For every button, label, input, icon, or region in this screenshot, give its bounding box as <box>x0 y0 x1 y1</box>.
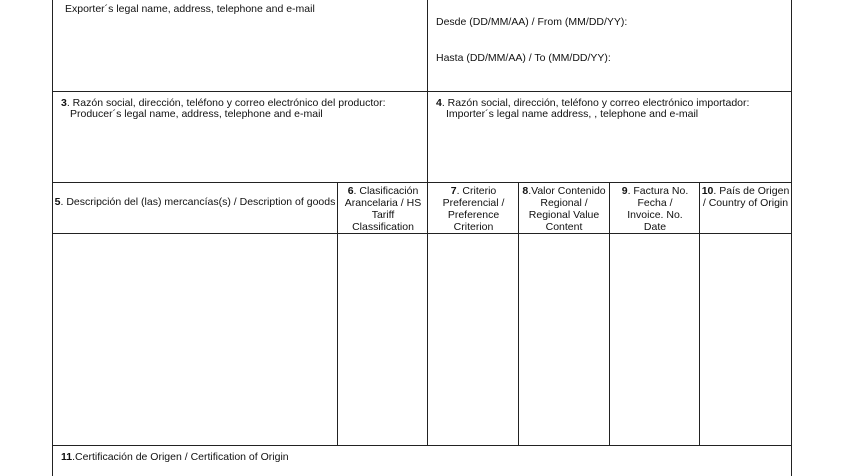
col-label-10: . País de Origen / Country of Origin <box>702 185 790 209</box>
cell-regional-value[interactable] <box>519 234 609 445</box>
importer-label-es: . Razón social, dirección, teléfono y correo electrónico importador: <box>441 97 750 109</box>
col-header-criterion <box>428 185 519 233</box>
col-label-8: .Valor Contenido Regional / Regional Value Content <box>528 185 606 233</box>
importer-label-en: Importer´s legal name address, , telephone and e-mail <box>446 108 699 120</box>
col-label-9: . Factura No. Fecha / Invoice. No. Date <box>627 185 689 233</box>
period-to-label: Hasta (DD/MM/AA) / To (MM/DD/YY): <box>436 52 611 64</box>
certification-label <box>61 451 289 463</box>
period-from-label: Desde (DD/MM/AA) / From (MM/DD/YY): <box>436 16 628 28</box>
col-header-regional-value <box>521 185 607 233</box>
col-number-9: 9 <box>621 185 628 197</box>
producer-box-number: 3 <box>61 97 67 109</box>
row-divider-1 <box>52 91 792 92</box>
cell-country[interactable] <box>700 234 791 445</box>
col-label-7: . Criterio Preferencial / Preference Criterion <box>442 185 505 233</box>
col-number-10: 10 <box>701 185 714 197</box>
col-number-7: 7 <box>450 185 457 197</box>
exporter-label-en: Exporter´s legal name, address, telephone and e-mail <box>65 3 315 15</box>
cell-tariff[interactable] <box>338 234 427 445</box>
certification-label-text: .Certificación de Origen / Certification of Origin <box>72 451 289 463</box>
importer-box-number: 4 <box>436 97 442 109</box>
col-number-5: 5 <box>54 196 61 208</box>
top-middle-divider <box>427 0 428 183</box>
cell-invoice[interactable] <box>610 234 699 445</box>
col-header-tariff <box>341 185 425 233</box>
row-divider-2 <box>52 182 792 183</box>
cell-description[interactable] <box>53 234 337 445</box>
producer-label-es: . Razón social, dirección, teléfono y correo electrónico del productor: <box>66 97 386 109</box>
col-header-invoice <box>618 185 692 233</box>
cell-criterion[interactable] <box>428 234 518 445</box>
row-divider-4 <box>52 445 792 446</box>
col-header-description <box>54 196 336 208</box>
certification-box-number: 11 <box>61 451 73 463</box>
col-label-6: . Clasificación Arancelaria / HS Tariff Classification <box>344 185 422 233</box>
col-header-country <box>700 185 791 209</box>
col-number-8: 8 <box>522 185 529 197</box>
col-number-6: 6 <box>347 185 354 197</box>
col-label-5: . Descripción del (las) mercancías(s) / Description of goods <box>60 196 336 208</box>
right-border <box>791 0 792 476</box>
producer-label-en: Producer´s legal name, address, telephone and e-mail <box>70 108 323 120</box>
